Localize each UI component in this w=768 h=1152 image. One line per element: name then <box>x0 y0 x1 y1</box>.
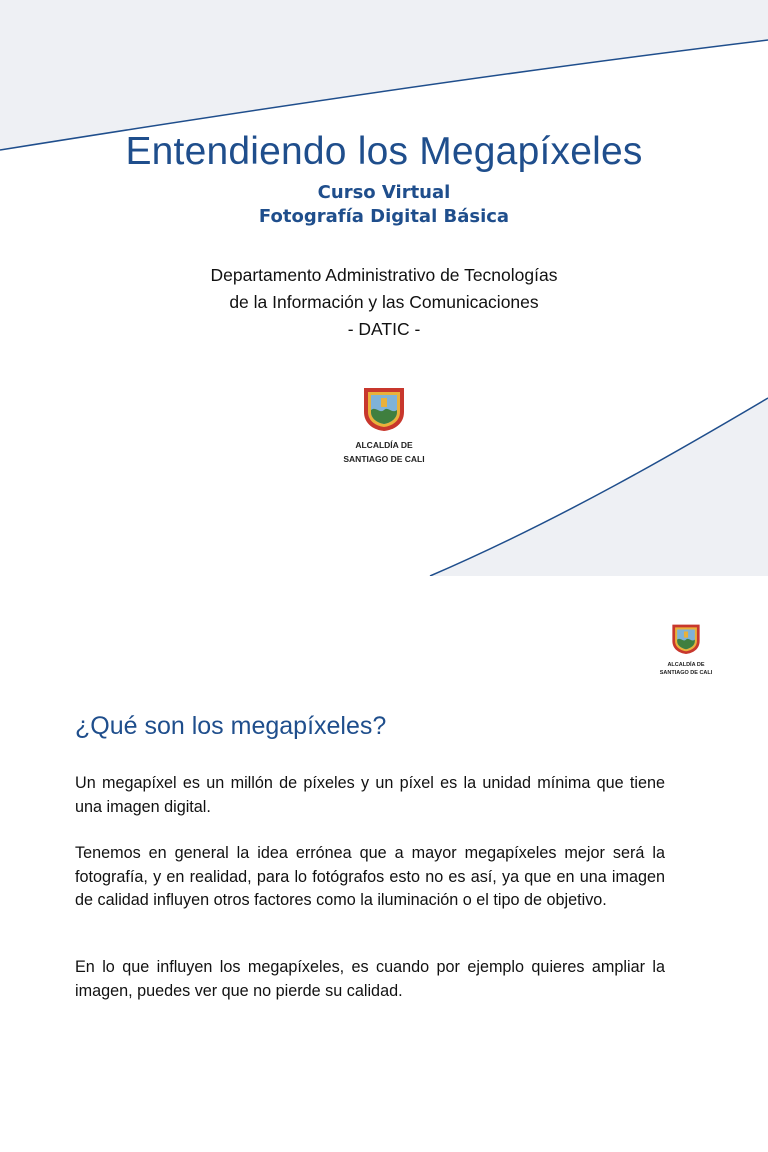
department-acronym: - DATIC - <box>347 319 421 339</box>
department-line-1: Departamento Administrativo de Tecnologías <box>210 265 558 285</box>
paragraph-enlargement: En lo que influyen los megapíxeles, es cuando por ejemplo quieres ampliar la imagen, puedes ver que no pierde su calidad. <box>75 958 665 1000</box>
paragraph-definition: Un megapíxel es un millón de píxeles y un píxel es la unidad mínima que tiene una imagen digital. <box>75 774 665 816</box>
logo-text-line-1: ALCALDÍA DE <box>355 440 413 450</box>
alcaldia-logo-small <box>646 623 726 677</box>
logo-text-line-2: SANTIAGO DE CALI <box>343 453 425 464</box>
logo-text-line-2: SANTIAGO DE CALI <box>659 670 713 677</box>
alcaldia-logo <box>324 386 444 465</box>
course-name: Fotografía Digital Básica <box>258 206 510 227</box>
section-heading: ¿Qué son los megapíxeles? <box>75 712 387 740</box>
department-line-2: de la Información y las Comunicaciones <box>229 292 539 312</box>
paragraph-misconception: Tenemos en general la idea errónea que a mayor megapíxeles mejor será la fotografía, y en realidad, para lo fotógrafos esto no es así, ya que en una imagen de calidad influyen otros factores como la iluminación o el tipo de objetivo. <box>75 844 665 909</box>
city-coat-of-arms-icon <box>671 623 701 655</box>
course-subtitle: Curso Virtual <box>317 182 451 203</box>
content-slide <box>0 576 768 1152</box>
slide-title: Entendiendo los Megapíxeles <box>125 130 643 173</box>
logo-text-line-1: ALCALDÍA DE <box>667 662 705 668</box>
city-coat-of-arms-icon <box>362 386 406 432</box>
